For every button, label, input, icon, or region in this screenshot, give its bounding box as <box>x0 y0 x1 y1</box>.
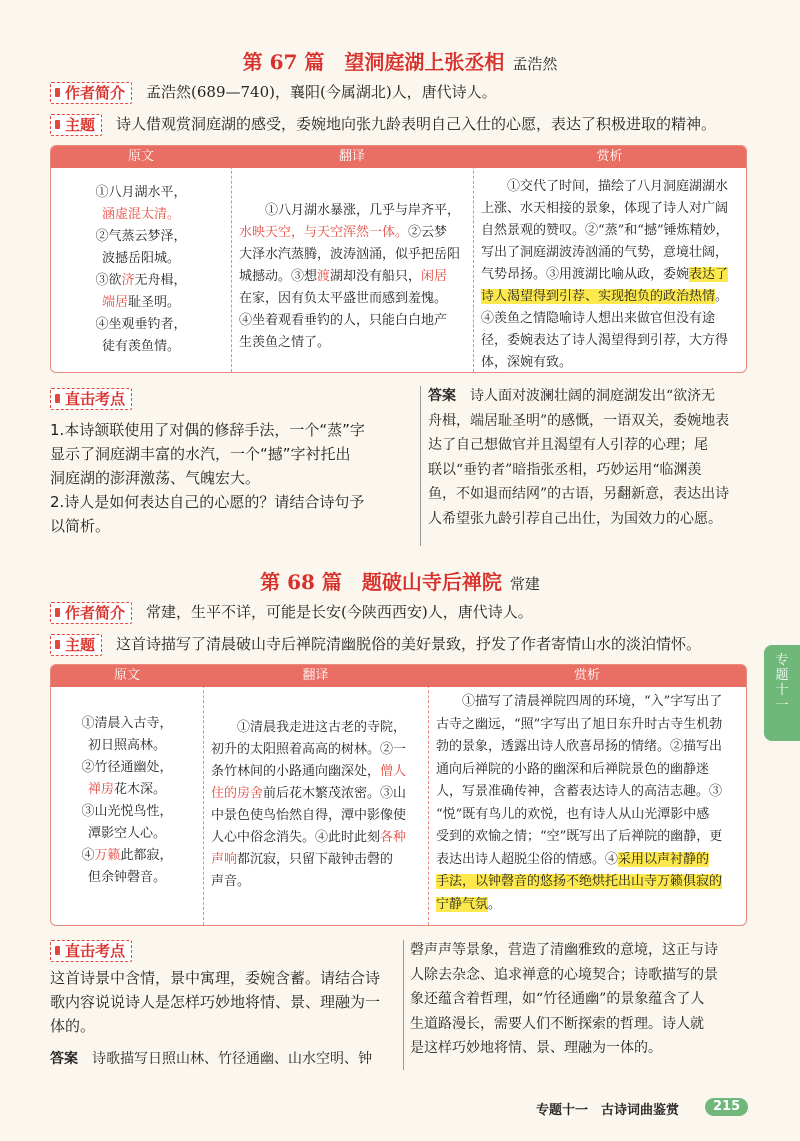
text-line: 人除去杂念、追求禅意的心境契合；诗歌描写的景 <box>410 966 718 983</box>
section68-title-text: 第 68 篇 题破山寺后禅院 <box>260 570 502 594</box>
text-line: 是这样巧妙地将情、景、理融为一体的。 <box>410 1040 662 1056</box>
text-segment: 受到的欢愉之情；“空”既写出了后禅院的幽静，更 <box>436 829 723 844</box>
section68-divider <box>403 940 404 1070</box>
text-line <box>59 801 195 823</box>
text-segment: 手法，以钟磬音的悠扬不绝烘托出山寺万籁俱寂的 <box>436 874 723 889</box>
text-line <box>481 176 738 198</box>
text-line <box>59 735 195 757</box>
section67-kaodian-tag: 直击考点 <box>50 388 132 410</box>
text-line <box>436 781 738 804</box>
text-segment: 但余钟磬音。 <box>87 870 166 885</box>
section67-answer-line: 人希望张九龄引荐自己出仕，为国效力的心愿。 <box>428 510 722 527</box>
text-line <box>436 804 738 827</box>
text-line: 生道路漫长，需要人们不断探索的哲理。诗人就 <box>410 1015 704 1032</box>
text-segment: ①描写了清晨禅院四周的环境，“入”字写出了 <box>436 694 723 709</box>
text-segment: 表达出诗人超脱尘俗的情感。④ <box>436 851 619 867</box>
text-line <box>59 226 223 248</box>
text-segment: ③山光悦鸟性， <box>81 804 173 819</box>
text-line <box>436 894 738 917</box>
text-segment: 。 <box>488 896 502 912</box>
text-line <box>59 204 223 226</box>
section68-answer-start <box>50 1047 400 1072</box>
section67-answer-line: 达了自己想做官并且渴望有人引荐的心理；尾 <box>428 437 708 453</box>
text-segment: ①清晨入古寺， <box>81 716 173 731</box>
text-segment: 勃的景象，透露出诗人欣喜昂扬的情绪。②描写出 <box>436 739 723 754</box>
section68-kaodian-tag: 直击考点 <box>50 940 132 962</box>
section67-divider <box>420 386 421 546</box>
section67-title-text: 第 67 篇 望洞庭湖上张丞相 <box>242 50 505 74</box>
section68-header-original: 原文 <box>51 665 203 687</box>
section67-col-translation <box>231 146 474 372</box>
section67-answer <box>428 384 748 531</box>
section67-answer-line: 联以“垂钓者”暗指张丞相，巧妙运用“临渊羡 <box>428 461 702 478</box>
text-segment: ①八月湖水平， <box>95 185 187 200</box>
text-segment: 无舟楫， <box>134 273 187 288</box>
text-segment: 禅房 <box>87 782 114 797</box>
text-line <box>59 867 195 889</box>
text-segment: 在家，因有负太平盛世而感到羞愧。 <box>239 291 448 306</box>
text-segment: 渡 <box>317 269 331 284</box>
text-segment: 城撼动。③想 <box>239 269 318 284</box>
text-line <box>481 308 738 330</box>
text-line <box>239 266 465 288</box>
text-segment: ④ <box>81 848 95 863</box>
text-segment: ①八月湖水暴涨，几乎与岸齐平， <box>239 203 461 218</box>
text-segment: 人心中俗念消失。④此时此刻 <box>211 830 381 845</box>
text-segment: 波撼岳阳城。 <box>101 251 180 266</box>
section67-theme-text: 诗人借观赏洞庭湖的感受，委婉地向张九龄表明自己入仕的心愿，表达了积极进取的精神。 <box>116 115 717 133</box>
section67-answer-line: 诗人面对波澜壮阔的洞庭湖发出“欲济无 <box>470 388 716 404</box>
text-segment: 生羡鱼之情了。 <box>239 335 331 350</box>
text-line <box>481 286 738 308</box>
text-segment: ②竹径通幽处， <box>81 760 173 775</box>
text-segment: 湖却没有船只， <box>330 269 422 284</box>
text-line <box>59 270 223 292</box>
text-line <box>211 805 420 827</box>
section67-translation <box>231 200 473 354</box>
text-line <box>436 871 738 894</box>
text-line <box>59 757 195 779</box>
text-line: 象还蕴含着哲理，如“竹径通幽”的景象蕴含了人 <box>410 991 705 1007</box>
section67-answer-line: 鱼，不如退而结网”的古语，另翻新意，表达出诗 <box>428 486 730 502</box>
text-segment: 声音。 <box>211 874 251 889</box>
section67-header-translation: 翻译 <box>231 146 473 168</box>
text-line: 洞庭湖的澎湃激荡、气魄宏大。 <box>50 469 261 487</box>
section68-title <box>0 566 800 595</box>
text-line <box>436 826 738 849</box>
text-line <box>481 330 738 352</box>
text-line <box>211 871 420 893</box>
text-line: 2.诗人是如何表达自己的心愿的？请结合诗句予 <box>50 493 365 511</box>
text-line <box>239 288 465 310</box>
text-line <box>436 736 738 759</box>
section67-col-original <box>51 146 232 372</box>
footer-chapter-title: 专题十一 古诗词曲鉴赏 <box>536 1103 680 1118</box>
section68-theme-text: 这首诗描写了清晨破山寺后禅院清幽脱俗的美好景致，抒发了作者寄情山水的淡泊情怀。 <box>116 635 702 653</box>
section68-theme-tag: 主题 <box>50 634 102 656</box>
text-segment: “悦”既有鸟儿的欢悦，也有诗人从山光潭影中感 <box>436 806 710 822</box>
section68-col-analysis <box>428 665 746 925</box>
text-line <box>59 713 195 735</box>
text-segment: 声响 <box>211 852 238 867</box>
text-line <box>481 264 738 286</box>
section68-answer-cont <box>410 938 750 1061</box>
text-segment: ①交代了时间，描绘了八月洞庭湖湖水 <box>481 179 729 194</box>
text-line <box>211 761 420 783</box>
text-segment: 气势昂扬。③用渡湖比喻从政，委婉 <box>481 267 690 282</box>
text-segment: 宁静气氛 <box>436 896 489 912</box>
section68-answer-line: 诗歌描写日照山林、竹径通幽、山水空明、钟 <box>92 1051 372 1067</box>
text-line <box>59 292 223 314</box>
section68-author-text: 常建，生平不详，可能是长安(今陕西西安)人，唐代诗人。 <box>146 603 533 621</box>
text-segment: 条竹林间的小路通向幽深处， <box>211 764 381 779</box>
text-line: 以简析。 <box>50 517 111 535</box>
text-segment: 通向后禅院的小路的幽深和后禅院景色的幽静迷 <box>436 761 710 777</box>
section67-title <box>0 46 800 75</box>
page-number: 215 <box>705 1098 748 1116</box>
text-line <box>59 336 223 358</box>
text-line: 磬声声等景象，营造了清幽雅致的意境，这正与诗 <box>410 942 718 958</box>
text-segment: 上涨、水天相接的景象，体现了诗人对广阔 <box>481 201 729 216</box>
section68-col-translation <box>203 665 429 925</box>
text-segment: 表达了 <box>689 267 729 282</box>
section68-original <box>51 713 203 889</box>
text-segment: 徒有羡鱼情。 <box>101 339 180 354</box>
text-segment: 初升的太阳照着高高的树林。②一 <box>211 742 407 757</box>
text-segment: 住的房舍 <box>211 786 264 801</box>
section68-author-tag: 作者简介 <box>50 602 132 624</box>
text-line <box>239 310 465 332</box>
text-line <box>59 779 195 801</box>
section68-answer-label: 答案 <box>50 1051 78 1067</box>
text-line <box>481 198 738 220</box>
text-line <box>239 222 465 244</box>
text-segment: 写出了洞庭湖波涛汹涌的气势，意境壮阔， <box>481 245 729 260</box>
section67-analysis <box>473 176 746 373</box>
text-segment: ④坐观垂钓者， <box>95 317 187 332</box>
text-segment: 大泽水汽蒸腾，波涛汹涌，似乎把岳阳 <box>239 247 461 262</box>
text-segment: 闲居 <box>421 269 448 284</box>
text-line <box>59 314 223 336</box>
text-segment: 涵虚混太清。 <box>101 207 180 222</box>
text-segment: ④羡鱼之情隐喻诗人想出来做官但没有途 <box>481 311 716 326</box>
section67-questions <box>50 418 410 538</box>
text-line <box>436 714 738 737</box>
text-segment: 中景色使鸟怡然自得，潭中影像使 <box>211 808 407 823</box>
section67-header-analysis: 赏析 <box>473 146 746 168</box>
text-segment: 水映天空，与天空浑然一体。 <box>239 225 409 240</box>
text-segment: 采用以声衬静的 <box>618 851 710 867</box>
text-segment: 古寺之幽远，“照”字写出了旭日东升时古寺生机勃 <box>436 716 723 732</box>
text-segment: ③欲 <box>95 273 122 288</box>
section67-author-text: 孟浩然(689—740)，襄阳(今属湖北)人，唐代诗人。 <box>146 83 497 101</box>
section68-poet: 常建 <box>509 575 540 593</box>
text-line <box>481 220 738 242</box>
text-line <box>59 182 223 204</box>
text-segment: 僧人 <box>380 764 407 779</box>
text-segment: 此都寂， <box>120 848 173 863</box>
text-line <box>211 739 420 761</box>
text-line: 1.本诗颔联使用了对偶的修辞手法，一个“蒸”字 <box>50 421 365 439</box>
text-line <box>59 823 195 845</box>
side-chapter-tab[interactable] <box>764 645 800 741</box>
text-line <box>59 845 195 867</box>
section68-col-original <box>51 665 204 925</box>
text-segment: 诗人渴望得到引荐、实现抱负的政治热情 <box>481 289 716 304</box>
text-line <box>239 200 465 222</box>
text-segment: 端居 <box>101 295 128 310</box>
section68-header-analysis: 赏析 <box>428 665 746 687</box>
section67-answer-line: 舟楫，端居耻圣明”的感慨，一语双关，委婉地表 <box>428 412 730 429</box>
text-line: 显示了洞庭湖丰富的水汽，一个“撼”字衬托出 <box>50 445 351 463</box>
section68-translation <box>203 717 428 893</box>
text-line <box>211 827 420 849</box>
text-line <box>239 332 465 354</box>
text-line <box>239 244 465 266</box>
text-segment: 体，深婉有致。 <box>481 355 573 370</box>
text-line <box>436 691 738 714</box>
text-line <box>211 783 420 805</box>
text-segment: 济 <box>121 273 135 288</box>
text-segment: 初日照高林。 <box>87 738 166 753</box>
section67-original <box>51 182 231 358</box>
section67-table <box>50 145 747 373</box>
section68-table <box>50 664 747 926</box>
text-segment: 自然景观的赞叹。②“蒸”和“撼”锤炼精妙， <box>481 223 729 238</box>
side-chapter-tab-label: 专题十一 <box>775 653 789 713</box>
text-line <box>436 849 738 872</box>
text-segment: 各种 <box>380 830 407 845</box>
text-segment: 人，写景准确传神，含蓄表达诗人的高洁志趣。③ <box>436 784 723 799</box>
text-segment: ①清晨我走进这古老的寺院， <box>211 720 407 735</box>
section67-author-tag: 作者简介 <box>50 82 132 104</box>
text-line <box>59 248 223 270</box>
text-segment: ②云梦 <box>408 225 448 240</box>
section67-answer-label: 答案 <box>428 388 456 404</box>
text-segment: 径，委婉表达了诗人渴望得到引荐，大方得 <box>481 333 729 348</box>
text-segment: 花木深。 <box>114 782 167 797</box>
text-line <box>481 352 738 373</box>
text-line <box>436 759 738 782</box>
text-segment: 。 <box>715 289 729 304</box>
text-segment: 都沉寂，只留下敲钟击磬的 <box>237 852 394 867</box>
text-segment: 潭影空人心。 <box>87 826 166 841</box>
section67-theme-tag: 主题 <box>50 114 102 136</box>
text-line <box>211 849 420 871</box>
text-line: 体的。 <box>50 1017 96 1035</box>
text-line <box>481 242 738 264</box>
text-line: 歌内容说说诗人是怎样巧妙地将情、景、理融为一 <box>50 993 381 1011</box>
text-segment: ④坐着观看垂钓的人，只能白白地产 <box>239 313 448 328</box>
text-segment: 万籁 <box>94 848 121 863</box>
text-segment: 前后花木繁茂浓密。③山 <box>263 786 407 801</box>
text-line <box>211 717 420 739</box>
section68-header-translation: 翻译 <box>203 665 428 687</box>
section68-question <box>50 966 400 1038</box>
text-segment: ②气蒸云梦泽， <box>95 229 187 244</box>
text-segment: 耻圣明。 <box>128 295 181 310</box>
section67-col-analysis <box>473 146 746 372</box>
section67-poet: 孟浩然 <box>512 55 558 73</box>
section67-header-original: 原文 <box>51 146 231 168</box>
section68-analysis <box>428 691 746 916</box>
text-line: 这首诗景中含情，景中寓理，委婉含蓄。请结合诗 <box>50 969 381 987</box>
